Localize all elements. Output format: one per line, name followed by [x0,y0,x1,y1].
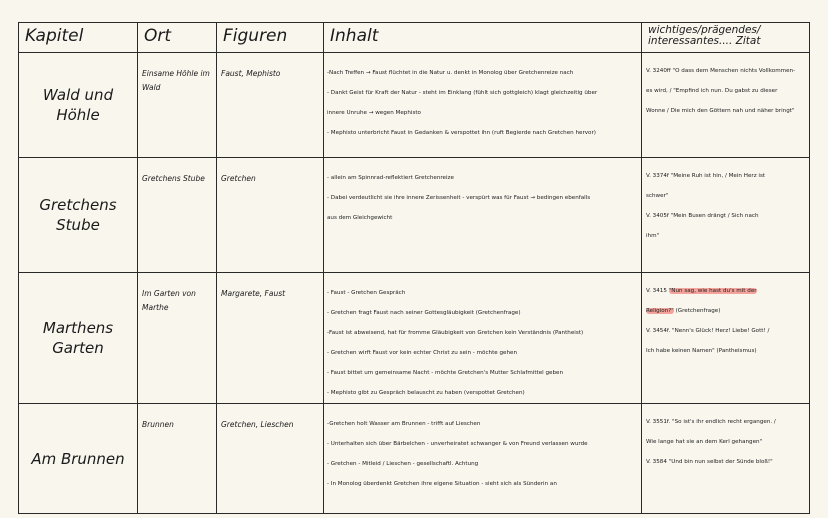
inhalt-cell [324,404,642,514]
zitat-line [646,186,806,206]
quote-text: V. 3240ff "O dass dem Menschen nichts Vollkommen- [646,68,796,74]
quote-text: (Gretchenfrage) [673,308,721,314]
zitat-line [646,432,806,452]
inhalt-item: -Nach Treffen → Faust flüchtet in die Natur u. denkt in Monolog über Gretchenreize nach [327,70,574,76]
quote-text: es wird, / "Empfind ich nun. Du gabst zu dieser [646,88,778,94]
zitat-line [646,412,806,432]
quote-text: Wonne / Die mich den Göttern nah und näher bringt" [646,108,795,114]
inhalt-item: - In Monolog überdenkt Gretchen ihre eigene Situation - sieht sich als Sünderin an [327,481,557,487]
inhalt-list [324,404,641,494]
zitat-line [646,101,806,121]
quote-text: V. 3551f. "So ist's ihr endlich recht ergangen. / [646,419,776,425]
inhalt-item: -Faust ist abweisend, hat für fromme Gläubigkeit von Gretchen kein Verständnis (Pantheist) [327,330,584,336]
kapitel-cell: Am Brunnen [19,404,138,514]
quote-text: ihm" [646,233,660,239]
zitat-cell [642,273,810,404]
table-row [19,158,810,273]
quote-text: schwer" [646,193,669,199]
inhalt-item: - Gretchen - Mitleid / Lieschen - gesellschaftl. Achtung [327,461,479,467]
inhalt-item: - Unterhalten sich über Bärbelchen - unverheiratet schwanger & von Freund verlassen wurde [327,441,588,447]
table-row [19,273,810,404]
inhalt-item: - Gretchen fragt Faust nach seiner Gottesgläubigkeit (Gretchenfrage) [327,310,521,316]
inhalt-item: - Dabei verdeutlicht sie ihre innere Zerissenheit - verspürt was für Faust → bedingen ebenfalls [327,195,591,201]
inhalt-cell [324,273,642,404]
ort-cell: Einsame Höhle im Wald [138,53,217,158]
zitat-line [646,206,806,226]
figuren-cell: Margarete, Faust [217,273,324,404]
ort-cell: Gretchens Stube [138,158,217,273]
kapitel-cell: Marthens Garten [19,273,138,404]
zitat-cell [642,404,810,514]
highlighted-quote: Religion?" [646,308,674,314]
inhalt-item: - Gretchen wirft Faust vor kein echter Christ zu sein - möchte gehen [327,350,518,356]
inhalt-cell [324,158,642,273]
quote-text: V. 3454f. "Nenn's Glück! Herz! Liebe! Gott! / [646,328,770,334]
inhalt-item: innere Unruhe → wegen Mephisto [327,110,421,116]
table-row [19,53,810,158]
zitat-line [646,452,806,472]
inhalt-list [324,158,641,228]
zitat-cell [642,53,810,158]
inhalt-list [324,273,641,403]
zitat-line [646,166,806,186]
zitat-line [646,281,806,301]
zitat-line [646,301,806,321]
inhalt-item: - allein am Spinnrad-reflektiert Gretchenreize [327,175,454,181]
quote-text: Ich habe keinen Namen" (Pantheismus) [646,348,757,354]
quote-text: V. 3415 [646,288,669,294]
kapitel-cell: Gretchens Stube [19,158,138,273]
ort-cell: Im Garten von Marthe [138,273,217,404]
inhalt-cell [324,53,642,158]
highlighted-quote: "Nun sag, wie hast du's mit der [668,288,757,294]
notes-table [18,22,810,514]
header-zitat: wichtiges/prägendes/ interessantes.... Zitat [642,23,810,53]
inhalt-item: - Mephisto gibt zu Gespräch belauscht zu haben (verspottet Gretchen) [327,390,525,396]
header-kapitel: Kapitel [19,23,138,53]
quote-text: V. 3405f "Mein Busen drängt / Sich nach [646,213,759,219]
header-row [19,23,810,53]
table-row [19,404,810,514]
header-inhalt: Inhalt [324,23,642,53]
kapitel-cell: Wald und Höhle [19,53,138,158]
quote-text: V. 3584 "Und bin nun selbst der Sünde bloß!" [646,459,773,465]
inhalt-item: aus dem Gleichgewicht [327,215,393,221]
zitat-line [646,341,806,361]
zitat-line [646,61,806,81]
figuren-cell: Faust, Mephisto [217,53,324,158]
inhalt-item: - Faust - Gretchen Gespräch [327,290,406,296]
ort-cell: Brunnen [138,404,217,514]
zitat-line [646,321,806,341]
figuren-cell: Gretchen [217,158,324,273]
inhalt-item: -Gretchen holt Wasser am Brunnen - trifft auf Lieschen [327,421,481,427]
zitat-line [646,81,806,101]
figuren-cell: Gretchen, Lieschen [217,404,324,514]
inhalt-list [324,53,641,143]
zitat-line [646,226,806,246]
header-figuren: Figuren [217,23,324,53]
inhalt-item: - Dankt Geist für Kraft der Natur - steht im Einklang (fühlt sich gottgleich) klagt gleichzeitig über [327,90,598,96]
header-ort: Ort [138,23,217,53]
inhalt-item: - Mephisto unterbricht Faust in Gedanken & verspottet ihn (ruft Begierde nach Gretchen hervor) [327,130,596,136]
zitat-cell [642,158,810,273]
quote-text: V. 3374f "Meine Ruh ist hin, / Mein Herz ist [646,173,766,179]
quote-text: Wie lange hat sie an dem Kerl gehangen" [646,439,763,445]
inhalt-item: - Faust bittet um gemeinsame Nacht - möchte Gretchen's Mutter Schlafmittel geben [327,370,564,376]
